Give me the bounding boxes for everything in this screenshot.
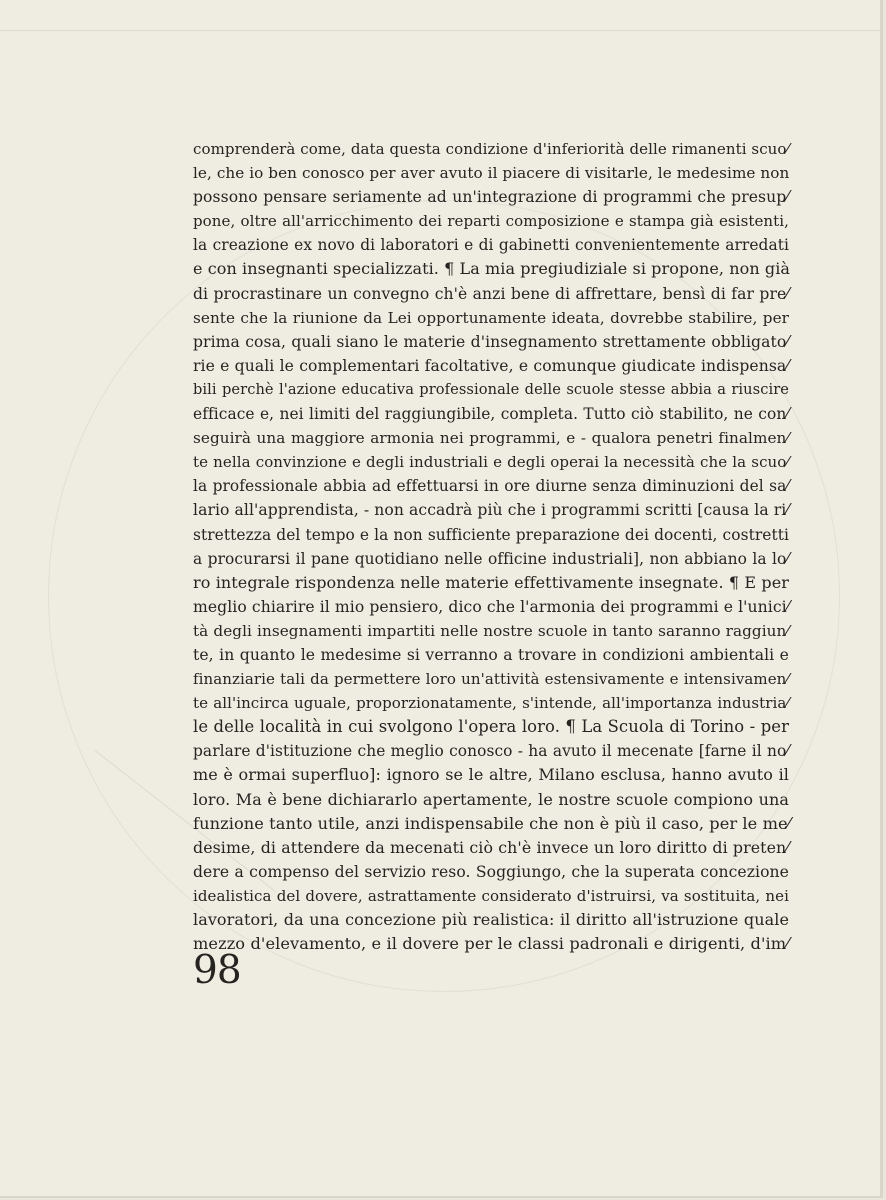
page-top-edge [0,0,880,31]
text-line: strettezza del tempo e la non sufficiente preparazione dei docenti, costretti [193,525,789,544]
text-line: prima cosa, quali siano le materie d'insegnamento strettamente obbligato⁄ [193,332,789,351]
text-line: desime, di attendere da mecenati ciò ch'è invece un loro diritto di preten⁄ [193,837,789,857]
text-line: te nella convinzione e degli industriali e degli operai la necessità che la scuo⁄ [193,453,789,472]
text-line: a procurarsi il pane quotidiano nelle officine industriali], non abbiano la lo⁄ [193,549,789,568]
text-line: idealistica del dovere, astrattamente considerato d'istruirsi, va sostituita, nei [193,886,789,905]
text-line: dere a compenso del servizio reso. Soggiungo, che la superata concezione [193,862,789,881]
text-line: pone, oltre all'arricchimento dei reparti composizione e stampa già esistenti, [193,212,789,231]
text-line: me è ormai superfluo]: ignoro se le altre, Milano esclusa, hanno avuto il [193,765,789,785]
text-line: finanziarie tali da permettere loro un'attività estensivamente e intensivamen⁄ [193,670,789,689]
text-line: te all'incirca uguale, proporzionatamente, s'intende, all'importanza industria⁄ [193,694,789,713]
text-line: efficace e, nei limiti del raggiungibile, completa. Tutto ciò stabilito, ne con⁄ [193,405,789,424]
text-line: e con insegnanti specializzati. ¶ La mia pregiudiziale si propone, non già [193,259,791,279]
body-text [193,137,789,956]
text-line: comprenderà come, data questa condizione d'inferiorità delle rimanenti scuo⁄ [193,140,790,158]
text-line: le, che io ben conosco per aver avuto il piacere di visitarle, le medesime non [193,164,790,183]
text-line: loro. Ma è bene dichiararlo apertamente, le nostre scuole compiono una [193,789,789,809]
text-line: te, in quanto le medesime si verranno a trovare in condizioni ambientali e [193,645,789,664]
page-number: 98 [193,948,241,993]
text-line: le delle località in cui svolgono l'opera loro. ¶ La Scuola di Torino - per [193,717,789,737]
text-line: rie e quali le complementari facoltative, e comunque giudicate indispensa⁄ [193,356,789,375]
text-line: bili perchè l'azione educativa professionale delle scuole stesse abbia a riuscire [193,380,789,398]
text-line: funzione tanto utile, anzi indispensabile che non è più il caso, per le me⁄ [193,813,791,833]
text-line: possono pensare seriamente ad un'integrazione di programmi che presup⁄ [193,188,789,207]
text-line: la creazione ex novo di laboratori e di gabinetti convenientemente arredati [193,236,789,255]
text-line: parlare d'istituzione che meglio conosco - ha avuto il mecenate [farne il no⁄ [193,742,789,761]
text-line: sente che la riunione da Lei opportunamente ideata, dovrebbe stabilire, per [193,308,789,327]
text-line: seguirà una maggiore armonia nei programmi, e - qualora penetri finalmen⁄ [193,429,789,448]
text-line: di procrastinare un convegno ch'è anzi bene di affrettare, bensì di far pre⁄ [193,284,789,303]
text-line: lario all'apprendista, - non accadrà più che i programmi scritti [causa la ri⁄ [193,501,790,520]
text-line: lavoratori, da una concezione più realistica: il diritto all'istruzione quale [193,910,789,929]
text-line: mezzo d'elevamento, e il dovere per le classi padronali e dirigenti, d'im⁄ [193,934,789,954]
text-line: tà degli insegnamenti impartiti nelle nostre scuole in tanto saranno raggiun⁄ [193,621,789,640]
text-line: ro integrale rispondenza nelle materie effettivamente insegnate. ¶ E per [193,572,789,592]
text-line: meglio chiarire il mio pensiero, dico che l'armonia dei programmi e l'unici⁄ [193,597,790,616]
text-line: la professionale abbia ad effettuarsi in ore diurne senza diminuzioni del sa⁄ [193,477,789,496]
